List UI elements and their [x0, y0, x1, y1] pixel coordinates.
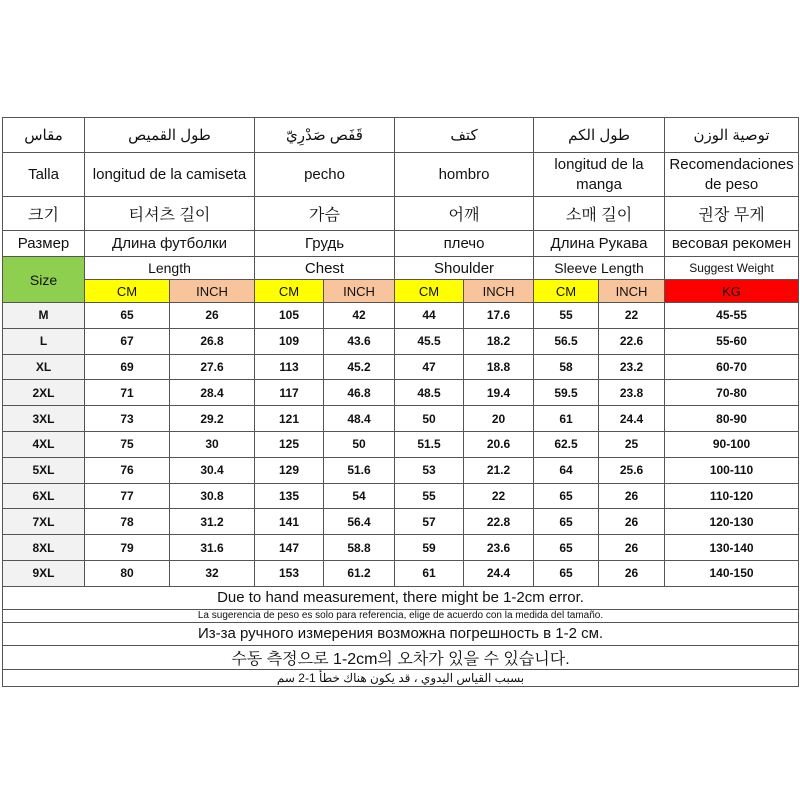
- measure-row: [3, 257, 799, 280]
- value-cell: 22.6: [599, 328, 665, 354]
- size-cell: L: [3, 328, 85, 354]
- header-cell: توصية الوزن: [665, 118, 799, 153]
- value-cell: 18.2: [464, 328, 534, 354]
- value-cell: 22.8: [464, 509, 534, 535]
- value-cell: 26: [599, 560, 665, 586]
- table-row: [3, 535, 799, 561]
- value-cell: 73: [85, 406, 170, 432]
- value-cell: 26: [599, 535, 665, 561]
- note-text: La sugerencia de peso es solo para referencia, elige de acuerdo con la medida del tamaño.: [3, 609, 799, 622]
- header-cell: Размер: [3, 231, 85, 257]
- table-row: [3, 457, 799, 483]
- header-cell: طول الكم: [534, 118, 665, 153]
- value-cell: 20.6: [464, 431, 534, 457]
- value-cell: 22: [599, 303, 665, 329]
- header-cell: Длина Рукава: [534, 231, 665, 257]
- header-cell: 티셔츠 길이: [85, 197, 255, 231]
- header-cell: Длина футболки: [85, 231, 255, 257]
- value-cell: 26: [599, 483, 665, 509]
- value-cell: 105: [255, 303, 324, 329]
- value-cell: 55: [534, 303, 599, 329]
- value-cell: 100-110: [665, 457, 799, 483]
- note-text: Due to hand measurement, there might be 1-2cm error.: [3, 586, 799, 609]
- value-cell: 45.2: [324, 354, 395, 380]
- value-cell: 56.5: [534, 328, 599, 354]
- value-cell: 69: [85, 354, 170, 380]
- value-cell: 50: [324, 431, 395, 457]
- header-cell: طول القميص: [85, 118, 255, 153]
- value-cell: 65: [85, 303, 170, 329]
- value-cell: 45-55: [665, 303, 799, 329]
- value-cell: 26.8: [170, 328, 255, 354]
- size-cell: 2XL: [3, 380, 85, 406]
- value-cell: 18.8: [464, 354, 534, 380]
- table-row: [3, 509, 799, 535]
- value-cell: 44: [395, 303, 464, 329]
- value-cell: 26: [599, 509, 665, 535]
- value-cell: 130-140: [665, 535, 799, 561]
- value-cell: 45.5: [395, 328, 464, 354]
- header-translation-row: [3, 197, 799, 231]
- header-cell: pecho: [255, 153, 395, 197]
- value-cell: 61.2: [324, 560, 395, 586]
- value-cell: 75: [85, 431, 170, 457]
- table-row: [3, 328, 799, 354]
- value-cell: 28.4: [170, 380, 255, 406]
- value-cell: 23.2: [599, 354, 665, 380]
- size-cell: 6XL: [3, 483, 85, 509]
- value-cell: 109: [255, 328, 324, 354]
- header-cell: longitud de la manga: [534, 153, 665, 197]
- measure-shoulder: Shoulder: [395, 257, 534, 280]
- value-cell: 110-120: [665, 483, 799, 509]
- header-cell: مقاس: [3, 118, 85, 153]
- value-cell: 25.6: [599, 457, 665, 483]
- header-cell: Recomendaciones de peso: [665, 153, 799, 197]
- value-cell: 129: [255, 457, 324, 483]
- value-cell: 22: [464, 483, 534, 509]
- value-cell: 31.6: [170, 535, 255, 561]
- value-cell: 24.4: [599, 406, 665, 432]
- value-cell: 47: [395, 354, 464, 380]
- value-cell: 64: [534, 457, 599, 483]
- value-cell: 80: [85, 560, 170, 586]
- value-cell: 20: [464, 406, 534, 432]
- unit-cm: CM: [255, 280, 324, 303]
- value-cell: 29.2: [170, 406, 255, 432]
- size-cell: M: [3, 303, 85, 329]
- header-cell: 가슴: [255, 197, 395, 231]
- value-cell: 90-100: [665, 431, 799, 457]
- header-cell: 소매 길이: [534, 197, 665, 231]
- value-cell: 58.8: [324, 535, 395, 561]
- table-row: [3, 354, 799, 380]
- size-cell: 8XL: [3, 535, 85, 561]
- value-cell: 141: [255, 509, 324, 535]
- measure-sleeve: Sleeve Length: [534, 257, 665, 280]
- unit-inch: INCH: [324, 280, 395, 303]
- header-cell: كتف: [395, 118, 534, 153]
- unit-cm: CM: [395, 280, 464, 303]
- header-cell: قَفَص صَدْرِيّ: [255, 118, 395, 153]
- header-cell: весовая рекомен: [665, 231, 799, 257]
- value-cell: 65: [534, 483, 599, 509]
- value-cell: 21.2: [464, 457, 534, 483]
- value-cell: 147: [255, 535, 324, 561]
- value-cell: 31.2: [170, 509, 255, 535]
- header-cell: 크기: [3, 197, 85, 231]
- table-row: [3, 431, 799, 457]
- value-cell: 58: [534, 354, 599, 380]
- value-cell: 56.4: [324, 509, 395, 535]
- note-text: 수동 측정으로 1-2cm의 오차가 있을 수 있습니다.: [3, 645, 799, 669]
- unit-inch: INCH: [170, 280, 255, 303]
- value-cell: 42: [324, 303, 395, 329]
- size-chart-table: [2, 117, 799, 687]
- table-row: [3, 406, 799, 432]
- header-translation-row: [3, 231, 799, 257]
- value-cell: 48.4: [324, 406, 395, 432]
- size-cell: 4XL: [3, 431, 85, 457]
- value-cell: 113: [255, 354, 324, 380]
- value-cell: 24.4: [464, 560, 534, 586]
- value-cell: 125: [255, 431, 324, 457]
- value-cell: 153: [255, 560, 324, 586]
- header-cell: longitud de la camiseta: [85, 153, 255, 197]
- value-cell: 78: [85, 509, 170, 535]
- value-cell: 140-150: [665, 560, 799, 586]
- value-cell: 51.5: [395, 431, 464, 457]
- header-cell: плечо: [395, 231, 534, 257]
- value-cell: 120-130: [665, 509, 799, 535]
- size-cell: 9XL: [3, 560, 85, 586]
- header-translation-row: [3, 118, 799, 153]
- value-cell: 67: [85, 328, 170, 354]
- value-cell: 70-80: [665, 380, 799, 406]
- value-cell: 117: [255, 380, 324, 406]
- unit-cm: CM: [534, 280, 599, 303]
- value-cell: 77: [85, 483, 170, 509]
- unit-inch: INCH: [464, 280, 534, 303]
- value-cell: 30.8: [170, 483, 255, 509]
- measure-chest: Chest: [255, 257, 395, 280]
- value-cell: 61: [395, 560, 464, 586]
- value-cell: 76: [85, 457, 170, 483]
- note-text: بسبب القياس اليدوي ، قد يكون هناك خطأ 1-2 سم: [3, 669, 799, 686]
- table-row: [3, 380, 799, 406]
- unit-row: [3, 280, 799, 303]
- value-cell: 57: [395, 509, 464, 535]
- header-cell: 권장 무게: [665, 197, 799, 231]
- size-cell: 3XL: [3, 406, 85, 432]
- value-cell: 135: [255, 483, 324, 509]
- table-row: [3, 303, 799, 329]
- value-cell: 23.6: [464, 535, 534, 561]
- value-cell: 79: [85, 535, 170, 561]
- value-cell: 53: [395, 457, 464, 483]
- value-cell: 48.5: [395, 380, 464, 406]
- size-header: Size: [3, 257, 85, 303]
- header-cell: Грудь: [255, 231, 395, 257]
- value-cell: 62.5: [534, 431, 599, 457]
- value-cell: 32: [170, 560, 255, 586]
- value-cell: 59.5: [534, 380, 599, 406]
- value-cell: 19.4: [464, 380, 534, 406]
- value-cell: 46.8: [324, 380, 395, 406]
- value-cell: 50: [395, 406, 464, 432]
- unit-cm: CM: [85, 280, 170, 303]
- value-cell: 80-90: [665, 406, 799, 432]
- value-cell: 55: [395, 483, 464, 509]
- value-cell: 65: [534, 535, 599, 561]
- unit-inch: INCH: [599, 280, 665, 303]
- value-cell: 43.6: [324, 328, 395, 354]
- value-cell: 71: [85, 380, 170, 406]
- size-cell: 5XL: [3, 457, 85, 483]
- header-cell: hombro: [395, 153, 534, 197]
- header-translation-row: [3, 153, 799, 197]
- value-cell: 30.4: [170, 457, 255, 483]
- value-cell: 26: [170, 303, 255, 329]
- table-row: [3, 560, 799, 586]
- value-cell: 121: [255, 406, 324, 432]
- header-cell: 어깨: [395, 197, 534, 231]
- measure-length: Length: [85, 257, 255, 280]
- size-cell: XL: [3, 354, 85, 380]
- value-cell: 30: [170, 431, 255, 457]
- unit-kg: KG: [665, 280, 799, 303]
- size-cell: 7XL: [3, 509, 85, 535]
- value-cell: 59: [395, 535, 464, 561]
- value-cell: 51.6: [324, 457, 395, 483]
- value-cell: 55-60: [665, 328, 799, 354]
- value-cell: 60-70: [665, 354, 799, 380]
- value-cell: 23.8: [599, 380, 665, 406]
- value-cell: 54: [324, 483, 395, 509]
- value-cell: 65: [534, 509, 599, 535]
- note-text: Из-за ручного измерения возможна погрешность в 1-2 см.: [3, 622, 799, 645]
- value-cell: 27.6: [170, 354, 255, 380]
- table-row: [3, 483, 799, 509]
- value-cell: 61: [534, 406, 599, 432]
- value-cell: 65: [534, 560, 599, 586]
- value-cell: 25: [599, 431, 665, 457]
- measure-weight: Suggest Weight: [665, 257, 799, 280]
- value-cell: 17.6: [464, 303, 534, 329]
- header-cell: Talla: [3, 153, 85, 197]
